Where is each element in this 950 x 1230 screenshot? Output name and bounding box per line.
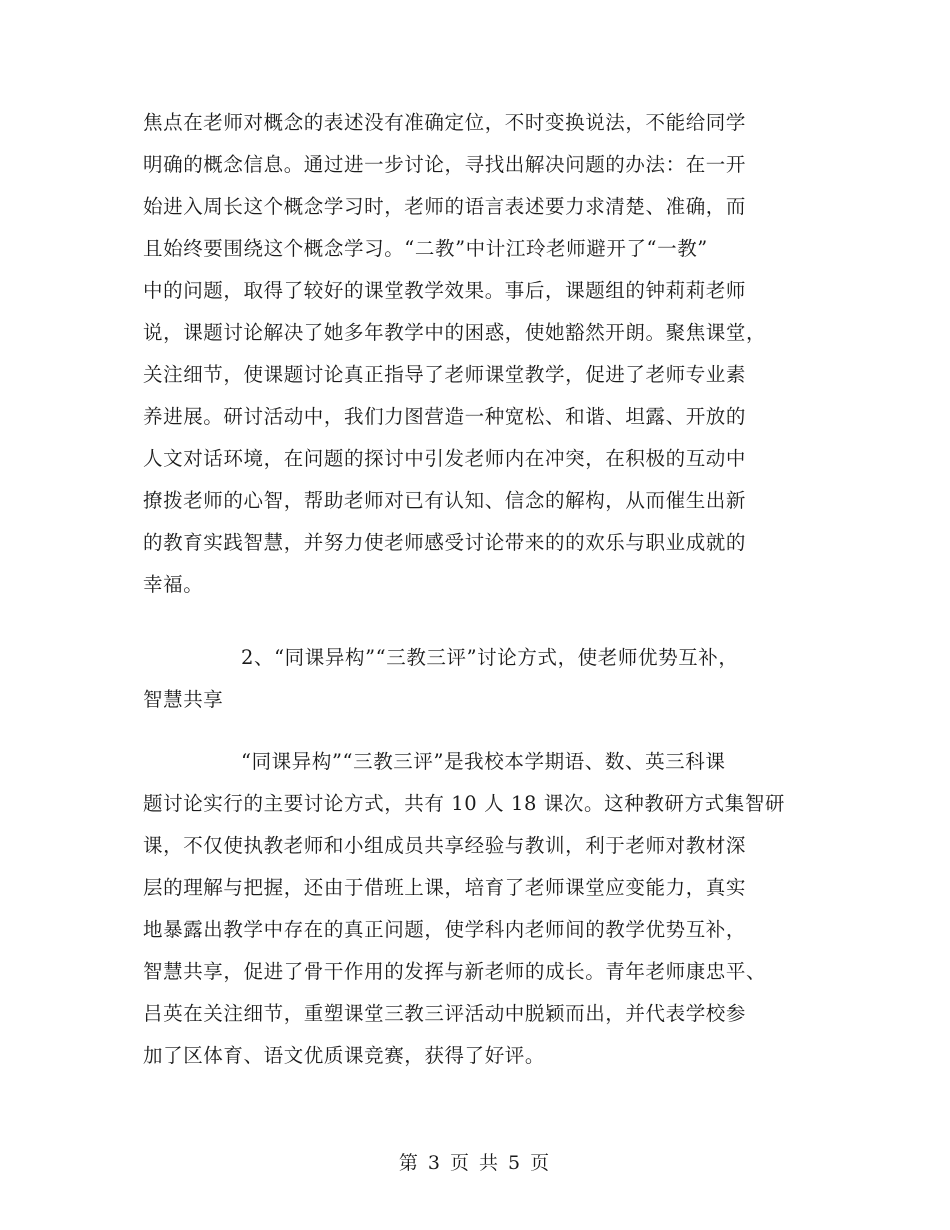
text-line: 地暴露出教学中存在的真正问题，使学科内老师间的教学优势互补， [143,918,747,941]
text-line: 中的问题，取得了较好的课堂教学效果。事后，课题组的钟莉莉老师 [143,279,747,302]
text-line: 幸福。 [143,573,204,596]
heading-line: 智慧共享 [143,688,224,711]
text-line: 明确的概念信息。通过进一步讨论，寻找出解决问题的办法：在一开 [143,153,747,176]
text-line: 人文对话环境，在问题的探讨中引发老师内在冲突，在积极的互动中 [143,447,747,470]
text-line: 智慧共享，促进了骨干作用的发挥与新老师的成长。青年老师康忠平、 [143,960,767,983]
text-line: “同课异构”“三教三评”是我校本学期语、数、英三科课 [241,750,726,773]
text-line: 课，不仅使执教老师和小组成员共享经验与教训，利于老师对教材深 [143,834,747,857]
text-line: 始进入周长这个概念学习时，老师的语言表述要力求清楚、准确，而 [143,195,747,218]
page-number-footer: 第 3 页 共 5 页 [398,1152,552,1174]
paragraph-1 [143,102,809,606]
text-line: 且始终要围绕这个概念学习。“二教”中计江玲老师避开了“一教” [143,237,708,260]
paragraph-2 [143,741,809,1077]
text-line: 关注细节，使课题讨论真正指导了老师课堂教学，促进了老师专业素 [143,363,747,386]
text-line: 层的理解与把握，还由于借班上课，培育了老师课堂应变能力，真实 [143,876,747,899]
section-heading-2 [143,637,809,721]
text-line: 题讨论实行的主要讨论方式，共有 10 人 18 课次。这种教研方式集智研 [143,792,786,815]
text-line: 撩拨老师的心智，帮助老师对已有认知、信念的解构，从而催生出新 [143,489,747,512]
text-line: 的教育实践智慧，并努力使老师感受讨论带来的的欢乐与职业成就的 [143,531,747,554]
text-line: 养进展。研讨活动中，我们力图营造一种宽松、和谐、坦露、开放的 [143,405,747,428]
text-line: 焦点在老师对概念的表述没有准确定位，不时变换说法，不能给同学 [143,111,747,134]
heading-line: 2、“同课异构”“三教三评”讨论方式，使老师优势互补， [241,646,739,669]
text-line: 说，课题讨论解决了她多年教学中的困惑，使她豁然开朗。聚焦课堂， [143,321,767,344]
text-line: 加了区体育、语文优质课竞赛，获得了好评。 [143,1044,546,1067]
text-line: 吕英在关注细节，重塑课堂三教三评活动中脱颖而出，并代表学校参 [143,1002,747,1025]
